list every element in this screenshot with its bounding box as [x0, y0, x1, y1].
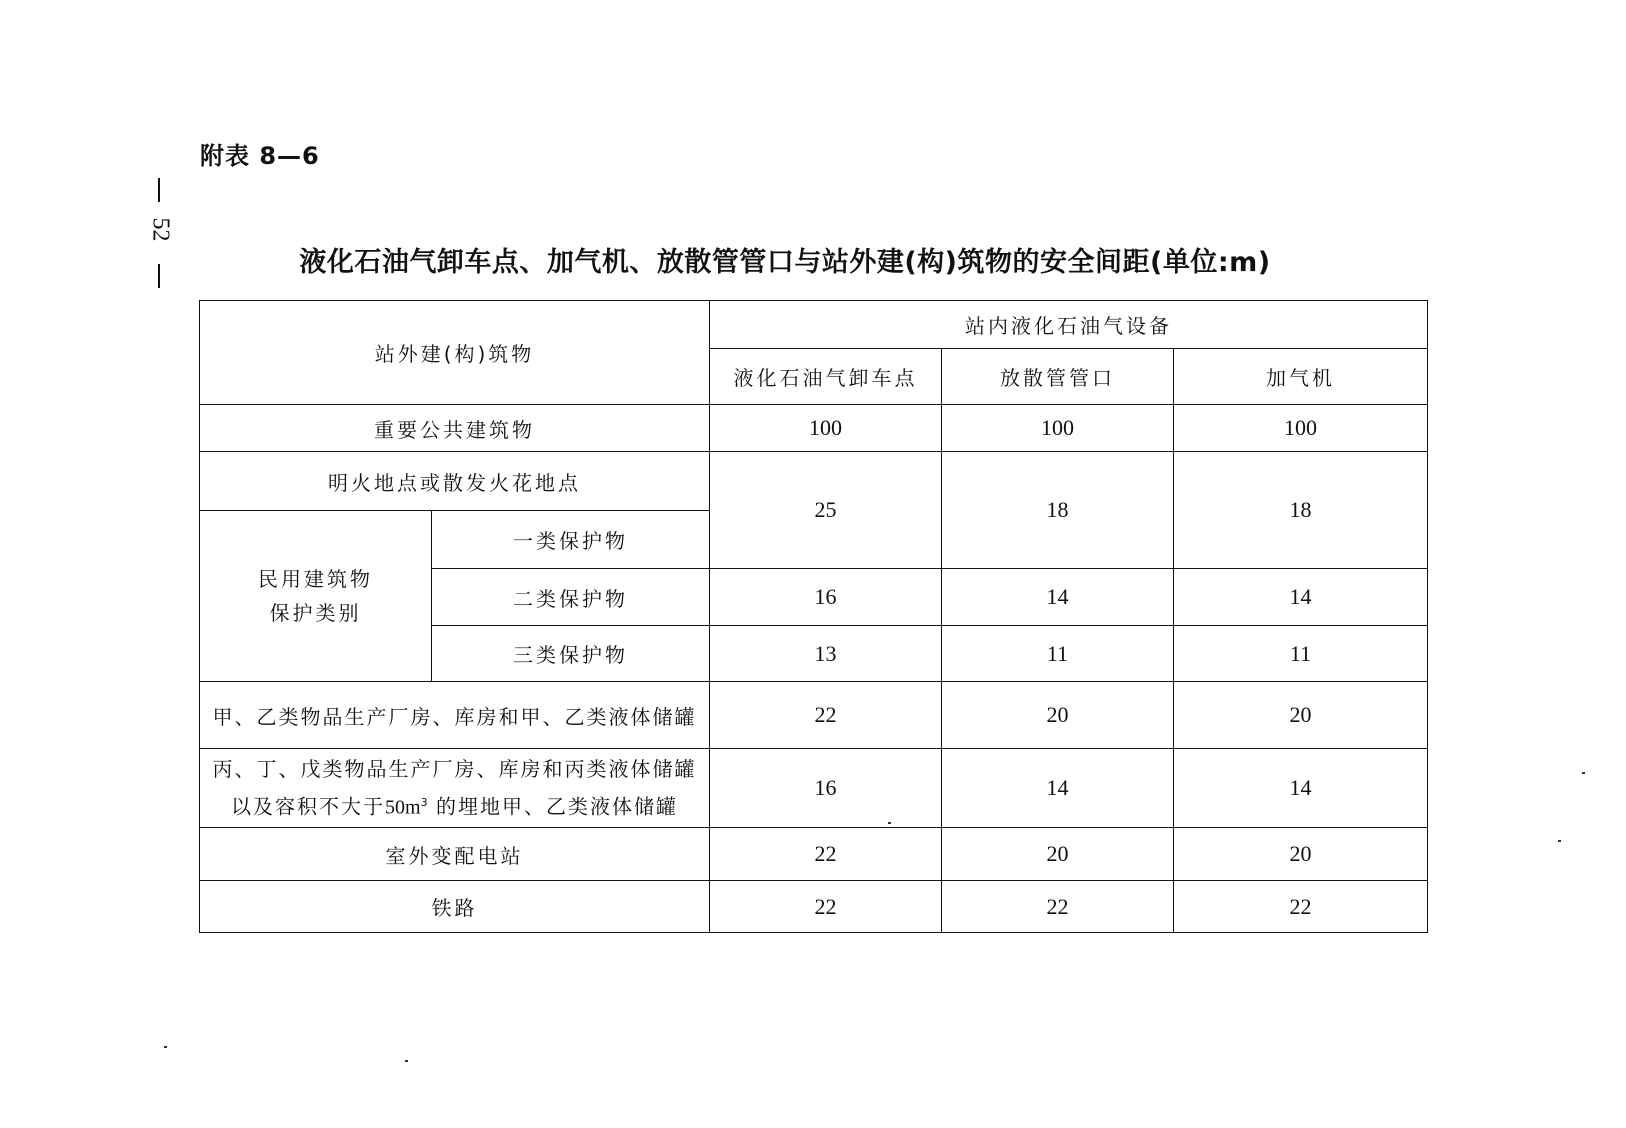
- header-row-1: [200, 301, 1428, 349]
- cell-value: 20: [942, 828, 1174, 881]
- row-label-railway: 铁路: [200, 881, 710, 933]
- row-label-class-cde: [200, 749, 710, 828]
- cell-value: 18: [942, 452, 1174, 569]
- class-cde-line1: 丙、丁、戊类物品生产厂房、库房和丙类液体储罐: [212, 756, 697, 781]
- table-row: [200, 452, 1428, 511]
- row-label-class-ab: 甲、乙类物品生产厂房、库房和甲、乙类液体储罐: [200, 682, 710, 749]
- scan-speck: [405, 1060, 408, 1062]
- scan-speck: [1582, 772, 1585, 774]
- cell-value: 25: [710, 452, 942, 569]
- cell-value: 14: [1174, 749, 1428, 828]
- header-outside-structure: 站外建(构)筑物: [200, 301, 710, 405]
- table-label: 附表 8—6: [200, 142, 320, 170]
- cell-value: 100: [942, 405, 1174, 452]
- cell-value: 18: [1174, 452, 1428, 569]
- cell-value: 11: [942, 626, 1174, 682]
- cell-value: 20: [942, 682, 1174, 749]
- row-label-important-public: 重要公共建筑物: [200, 405, 710, 452]
- header-unloading-point: 液化石油气卸车点: [710, 349, 942, 405]
- cell-value: 22: [942, 881, 1174, 933]
- row-label-substation: 室外变配电站: [200, 828, 710, 881]
- cell-value: 16: [710, 569, 942, 626]
- row-label-class1: 一类保护物: [432, 511, 710, 569]
- civil-group-label-line1: 民用建筑物: [258, 567, 373, 591]
- table-row: [200, 405, 1428, 452]
- table-row: [200, 881, 1428, 933]
- scan-speck: [888, 822, 891, 824]
- page-number-text: 52: [147, 217, 174, 242]
- header-dispenser: 加气机: [1174, 349, 1428, 405]
- header-station-equipment: 站内液化石油气设备: [710, 301, 1428, 349]
- cell-value: 14: [942, 569, 1174, 626]
- cell-value: 22: [710, 828, 942, 881]
- cell-value: 13: [710, 626, 942, 682]
- row-label-open-fire: 明火地点或散发火花地点: [200, 452, 710, 511]
- table-row: [200, 682, 1428, 749]
- cell-value: 11: [1174, 626, 1428, 682]
- table-row: [200, 749, 1428, 828]
- safety-distance-table: [199, 300, 1428, 933]
- cell-value: 20: [1174, 682, 1428, 749]
- row-label-class2: 二类保护物: [432, 569, 710, 626]
- table-row: [200, 828, 1428, 881]
- class-cde-volume-sup: 3: [420, 795, 428, 809]
- cell-value: 14: [1174, 569, 1428, 626]
- scan-speck: [1558, 840, 1561, 842]
- civil-group-label-line2: 保护类别: [269, 601, 362, 625]
- class-cde-volume: 50m: [385, 796, 421, 819]
- scan-speck: [164, 1046, 167, 1048]
- class-cde-line2-suffix: 的埋地甲、乙类液体储罐: [435, 794, 678, 819]
- page-number-dash-top: [158, 178, 160, 202]
- header-vent-pipe-outlet: 放散管管口: [942, 349, 1174, 405]
- class-cde-line2-prefix: 以及容积不大于: [231, 794, 386, 819]
- cell-value: 22: [1174, 881, 1428, 933]
- cell-value: 100: [1174, 405, 1428, 452]
- cell-value: 22: [710, 682, 942, 749]
- cell-value: 14: [942, 749, 1174, 828]
- cell-value: 20: [1174, 828, 1428, 881]
- cell-value: 22: [710, 881, 942, 933]
- table-title: 液化石油气卸车点、加气机、放散管管口与站外建(构)筑物的安全间距(单位:m): [299, 247, 1271, 278]
- cell-value: 100: [710, 405, 942, 452]
- row-label-class3: 三类保护物: [432, 626, 710, 682]
- cell-value: 16: [710, 749, 942, 828]
- row-group-civil-building: [200, 511, 432, 682]
